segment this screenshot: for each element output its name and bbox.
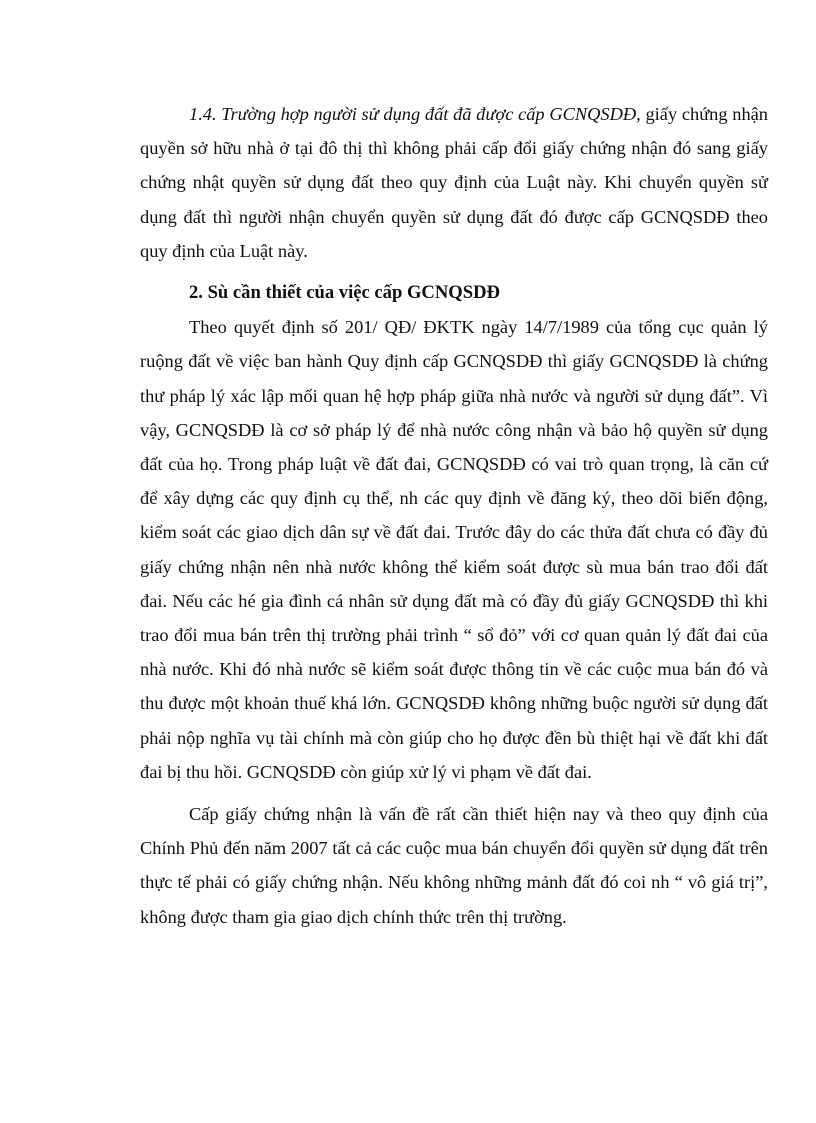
section-1-4-italic-lead: 1.4. Trường hợp người sử dụng đất đã được cấp GCNQSDĐ, xyxy=(189,104,641,124)
section-2-heading: 2. Sù cần thiết của việc cấp GCNQSDĐ xyxy=(189,282,500,304)
section-2-paragraph-1: Theo quyết định số 201/ QĐ/ ĐKTK ngày 14/7/1989 của tổng cục quản lý ruộng đất về việc ban hành Quy định cấp GCNQSDĐ thì giấy GCNQSDĐ là chứng thư pháp lý xác lập mối quan hệ hợp pháp giữa nhà nước và người sử dụng đất”. Vì vậy, GCNQSDĐ là cơ sở pháp lý để nhà nước công nhận và bảo hộ quyền sử dụng đất của họ. Trong pháp luật về đất đai, GCNQSDĐ có vai trò quan trọng, là căn cứ để xây dựng các quy định cụ thể, nh các quy định về đăng ký, theo dõi biến động, kiểm soát các giao dịch dân sự về đất đai. Trước đây do các thửa đất chưa có đầy đủ giấy chứng nhận nên nhà nước không thể kiểm soát được sù mua bán trao đổi đất đai. Nếu các hé gia đình cá nhân sử dụng đất mà có đầy đủ giấy GCNQSDĐ thì khi trao đổi mua bán trên thị trường phải trình “ sổ đỏ” với cơ quan quản lý đất đai của nhà nước. Khi đó nhà nước sẽ kiểm soát được thông tin về các cuộc mua bán đó và thu được một khoản thuế khá lớn. GCNQSDĐ không những buộc người sử dụng đất phải nộp nghĩa vụ tài chính mà còn giúp cho họ được đền bù thiệt hại về đất khi đất đai bị thu hồi. GCNQSDĐ còn giúp xử lý vi phạm về đất đai. xyxy=(140,317,768,782)
section-1-4-body: giấy chứng nhận quyền sở hữu nhà ở tại đô thị thì không phải cấp đổi giấy chứng nhận đó sang giấy chứng nhật quyền sử dụng đất theo quy định của Luật này. Khi chuyển quyền sử dụng đất thì người nhận chuyển quyền sử dụng đất đó được cấp GCNQSDĐ theo quy định của Luật này. xyxy=(140,104,768,261)
section-2-paragraph-2: Cấp giấy chứng nhận là vấn đề rất cần thiết hiện nay và theo quy định của Chính Phủ đến năm 2007 tất cả các cuộc mua bán chuyển đổi quyền sử dụng đất trên thực tế phải có giấy chứng nhận. Nếu không những mảnh đất đó coi nh “ vô giá trị”, không được tham gia giao dịch chính thức trên thị trường. xyxy=(140,804,768,927)
section-1-4-paragraph xyxy=(140,97,768,268)
document-page xyxy=(140,97,768,934)
